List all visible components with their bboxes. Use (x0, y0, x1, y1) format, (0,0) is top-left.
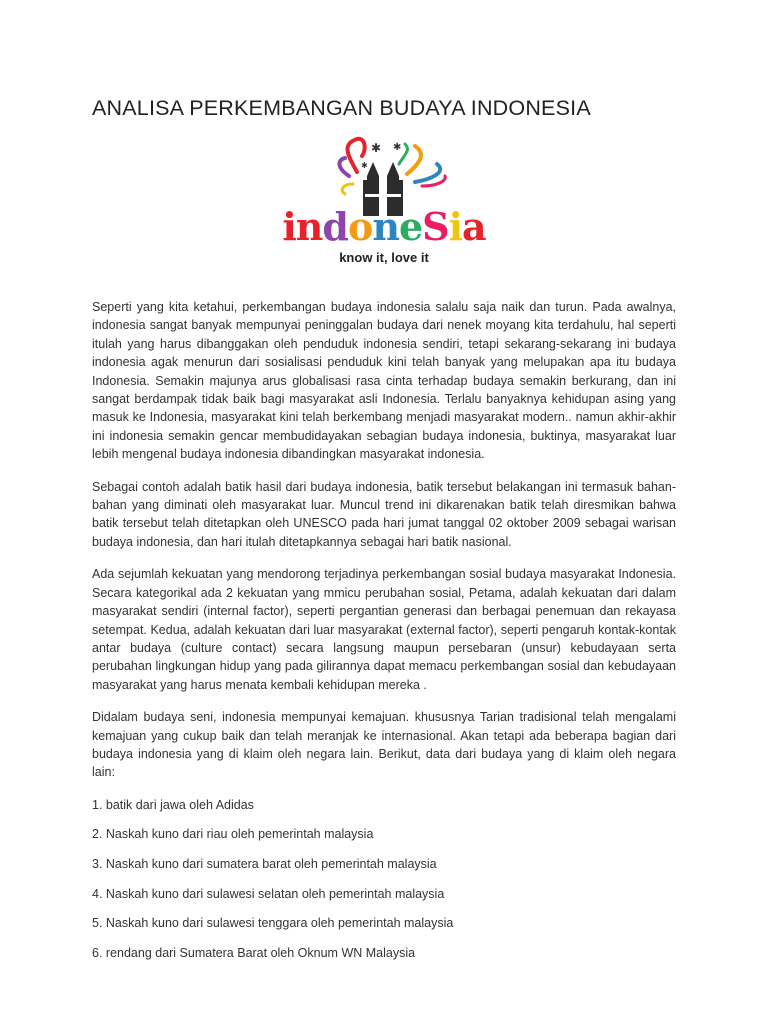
paragraph: Didalam budaya seni, indonesia mempunyai kemajuan. khususnya Tarian tradisional telah mengalami kemajuan yang cukup baik dan telah meranjak ke internasional. Akan tetapi ada beberapa bagian dari budaya indonesia yang di klaim oleh negara lain. Berikut, data dari budaya yang di klaim oleh negara lain: (92, 710, 676, 780)
svg-text:✱: ✱ (371, 141, 382, 155)
paragraph: Seperti yang kita ketahui, perkembangan budaya indonesia salalu saja naik dan turun. Pada awalnya, indonesia sangat banyak mempunyai peninggalan budaya dari nenek moyang kita terdahulu, hal seperti itulah yang harus dibanggakan oleh penduduk indonesia sendiri, tetapi sekarang-sekarang ini budaya indonesia agak menurun dari sosialisasi penduduk kini telah banyak yang melupakan apa itu budaya Indonesia. Semakin majunya arus globalisasi rasa cinta terhadap budaya semakin berkurang, dan ini sangat berdampak tidak baik bagi masyarakat asli Indonesia. Terlalu banyaknya kehidupan asing yang masuk ke Indonesia, masyarakat kini telah berkembang menjadi masyarakat modern.. namun akhir-akhir ini indonesia semakin gencar membudidayakan sebagian budaya indonesia, buktinya, masyarakat luar lebih mengenal budaya indonesia dibandingkan masyarakat indonesia. (92, 300, 676, 462)
list-item: 5. Naskah kuno dari sulawesi tenggara oleh pemerintah malaysia (92, 916, 454, 931)
document-body (92, 298, 676, 973)
svg-text:✱: ✱ (361, 161, 368, 170)
paragraph: Ada sejumlah kekuatan yang mendorong terjadinya perkembangan sosial budaya masyarakat Indonesia. Secara kategorikal ada 2 kekuatan yang mmicu perubahan sosial, Petama, adalah kekuatan dari dalam masyarakat sendiri (internal factor), seperti pergantian generasi dan berbagai penemuan dan rekayasa setempat. Kedua, adalah kekuatan dari luar masyarakat (external factor), seperti pengaruh kontak-kontak antar budaya (culture contact) secara langsung maupun persebaran (unsur) kebudayaan serta perubahan lingkungan hidup yang pada gilirannya dapat memacu perkembangan sosial dan kebudayaan masyarakat yang harus menata kembali kehidupan mereka . (92, 567, 676, 692)
indonesia-logo-image (282, 124, 486, 270)
list-item: 4. Naskah kuno dari sulawesi selatan oleh pemerintah malaysia (92, 886, 445, 901)
paragraph: Sebagai contoh adalah batik hasil dari budaya indonesia, batik tersebut belakangan ini termasuk bahan-bahan yang diminati oleh masyarakat luar. Muncul trend ini dikarenakan batik telah diresmikan bahwa batik tersebut telah ditetapkan oleh UNESCO pada hari jumat tanggal 02 oktober 2009 sebagai warisan budaya indonesia, dan hari itulah ditetapkannya sebagai hari batik nasional. (92, 479, 676, 549)
logo-tagline: know it, love it (339, 250, 429, 265)
document-title: ANALISA PERKEMBANGAN BUDAYA INDONESIA (92, 96, 591, 120)
list-item: 6. rendang dari Sumatera Barat oleh Oknum WN Malaysia (92, 945, 416, 960)
svg-text:✱: ✱ (393, 142, 402, 153)
svg-text:indoneSia: indoneSia (282, 204, 486, 249)
list-item: 1. batik dari jawa oleh Adidas (92, 797, 254, 812)
list-item: 3. Naskah kuno dari sumatera barat oleh pemerintah malaysia (92, 856, 437, 871)
list-item: 2. Naskah kuno dari riau oleh pemerintah malaysia (92, 827, 374, 842)
